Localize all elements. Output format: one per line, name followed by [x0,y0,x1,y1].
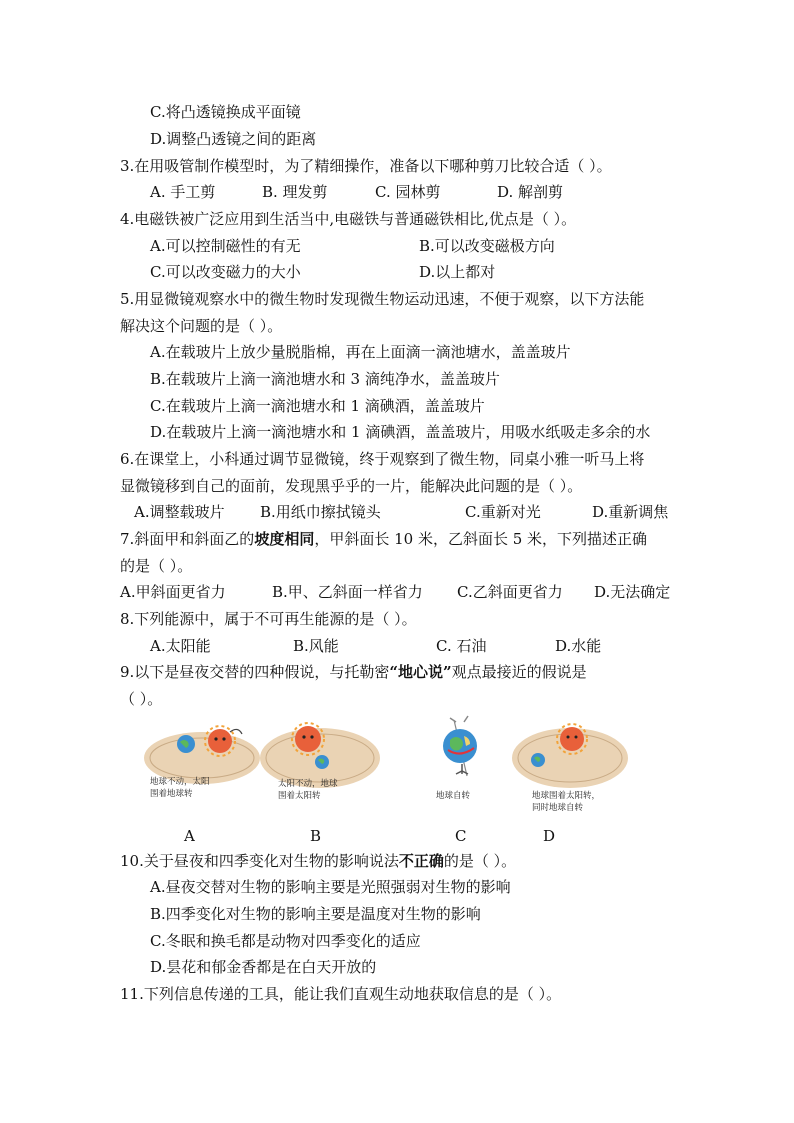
q3-option-b: B. 理发剪 [262,183,328,201]
q8-option-a: A.太阳能 [150,637,211,655]
q4-option-a: A.可以控制磁性的有无 [150,237,301,255]
q6-option-c: C.重新对光 [465,503,541,521]
q5-stem-line2: 解决这个问题的是（ ）。 [120,317,283,335]
q4-option-d: D.以上都对 [419,263,496,281]
hypothesis-a-label: A [184,827,195,845]
q7-option-c: C.乙斜面更省力 [457,583,563,601]
hypothesis-d-caption: 地球围着太阳转， 同时地球自转 [532,791,601,813]
sun-icon [295,726,321,752]
q10-emphasis: 不正确 [398,852,444,870]
q4-option-c: C.可以改变磁力的大小 [150,263,301,281]
q3-option-c: C. 园林剪 [375,183,441,201]
q10-stem: 10.关于昼夜和四季变化对生物的影响说法不正确的是（ ）。 [120,852,517,870]
q5-option-a: A.在载玻片上放少量脱脂棉，再在上面滴一滴池塘水，盖盖玻片 [150,343,571,361]
q10-option-b: B.四季变化对生物的影响主要是温度对生物的影响 [150,905,481,923]
q5-option-c: C.在载玻片上滴一滴池塘水和 1 滴碘酒，盖盖玻片 [150,397,485,415]
q9-emphasis: “地心说” [389,663,452,681]
q7-stem-line1: 7.斜面甲和斜面乙的坡度相同，甲斜面长 10 米，乙斜面长 5 米，下列描述正确 [120,530,648,548]
q5-stem-line1: 5.用显微镜观察水中的微生物时发现微生物运动迅速，不便于观察，以下方法能 [120,290,645,308]
q2-option-d: D.调整凸透镜之间的距离 [150,130,317,148]
hypothesis-c-figure [422,714,502,824]
q11-stem: 11.下列信息传递的工具，能让我们直观生动地获取信息的是（ ）。 [120,985,562,1003]
q5-option-b: B.在载玻片上滴一滴池塘水和 3 滴纯净水，盖盖玻片 [150,370,500,388]
hypothesis-a-caption: 地球不动，太阳 围着地球转 [150,777,210,799]
hypothesis-c-caption: 地球自转 [436,791,471,801]
sun-icon [560,727,584,751]
q6-option-a: A.调整载玻片 [134,503,225,521]
q7-option-d: D.无法确定 [594,583,671,601]
q8-option-d: D.水能 [555,637,602,655]
q5-option-d: D.在载玻片上滴一滴池塘水和 1 滴碘酒，盖盖玻片，用吸水纸吸走多余的水 [150,423,651,441]
q7-option-b: B.甲、乙斜面一样省力 [272,583,423,601]
q10-option-d: D.昙花和郁金香都是在白天开放的 [150,958,377,976]
q6-stem-line1: 6.在课堂上，小科通过调节显微镜，终于观察到了微生物，同桌小雅一听马上将 [120,450,645,468]
q2-option-c: C.将凸透镜换成平面镜 [150,103,301,121]
hypothesis-c-label: C [455,827,467,845]
q3-option-a: A. 手工剪 [150,183,216,201]
sun-icon [208,729,232,753]
hypothesis-a-figure [140,714,260,824]
q6-option-b: B.用纸巾擦拭镜头 [260,503,381,521]
q6-stem-line2: 显微镜移到自己的面前，发现黑乎乎的一片，能解决此问题的是（ ）。 [120,477,583,495]
q9-stem-line2: （ ）。 [120,690,163,708]
q9-figure-strip [140,714,655,824]
q10-option-a: A.昼夜交替对生物的影响主要是光照强弱对生物的影响 [150,878,511,896]
q7-emphasis: 坡度相同 [254,530,315,548]
hypothesis-d-figure [510,714,655,824]
q8-stem: 8.下列能源中，属于不可再生能源的是（ ）。 [120,610,417,628]
hypothesis-b-caption: 太阳不动，地球 围着太阳转 [278,779,338,801]
q7-option-a: A.甲斜面更省力 [120,583,226,601]
q8-option-b: B.风能 [293,637,339,655]
q10-option-c: C.冬眠和换毛都是动物对四季变化的适应 [150,932,421,950]
hypothesis-d-label: D [543,827,556,845]
q7-stem-line2: 的是（ ）。 [120,557,193,575]
q9-stem-line1: 9.以下是昼夜交替的四种假说，与托勒密“地心说”观点最接近的假说是 [120,663,587,681]
q4-option-b: B.可以改变磁极方向 [419,237,555,255]
q4-stem: 4.电磁铁被广泛应用到生活当中,电磁铁与普通磁铁相比,优点是（ ）。 [120,210,577,228]
hypothesis-b-figure [258,714,383,824]
q3-stem: 3.在用吸管制作模型时，为了精细操作，准备以下哪种剪刀比较合适（ ）。 [120,157,612,175]
q6-option-d: D.重新调焦 [592,503,669,521]
hypothesis-b-label: B [310,827,322,845]
q3-option-d: D. 解剖剪 [497,183,564,201]
q8-option-c: C. 石油 [436,637,487,655]
